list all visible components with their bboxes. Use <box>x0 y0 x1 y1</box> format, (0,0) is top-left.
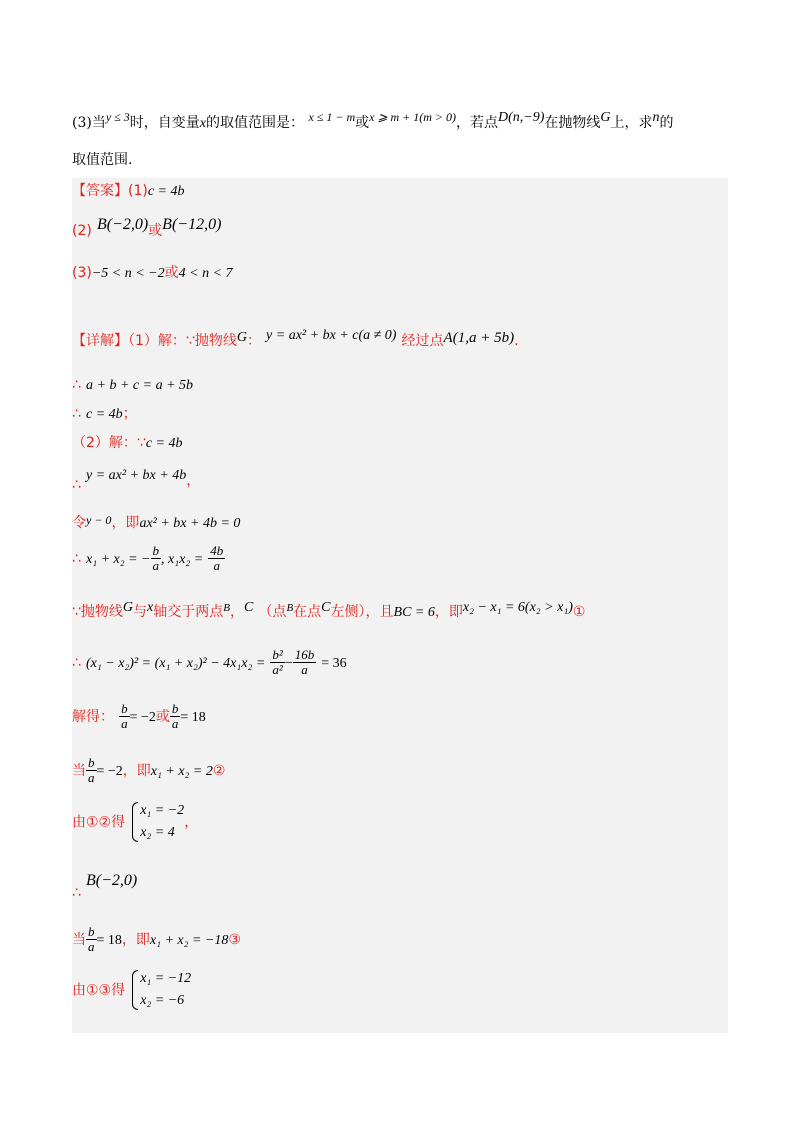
detail-text: ，即 <box>121 932 150 948</box>
numerator: b <box>152 543 160 558</box>
range-math-1: x ≤ 1 − m <box>308 110 356 124</box>
numerator: b² <box>272 647 283 662</box>
detail-line-6 <box>72 512 240 532</box>
answer-index: (1) <box>128 183 148 199</box>
numerator: 4b <box>210 543 224 558</box>
denominator: a <box>121 716 128 731</box>
equation: = −2 <box>96 764 123 779</box>
question-text: 取值范围. <box>72 152 133 168</box>
detail-line-9 <box>72 648 347 677</box>
condition-math: y ≤ 3 <box>105 110 130 124</box>
point-d: D(n,−9) <box>498 110 545 125</box>
answer-line-2 <box>72 214 221 240</box>
denominator: a <box>88 770 95 785</box>
question-text: 的取值范围是： <box>205 115 304 131</box>
equation: BC = 6 <box>393 605 435 620</box>
detail-label: 【详解】（1）解：∵抛物线 <box>72 333 237 349</box>
or-text: 或 <box>355 115 370 131</box>
denominator: a <box>213 558 220 573</box>
fraction <box>86 756 97 785</box>
equation-system <box>130 968 191 1012</box>
answer-index: (3) <box>72 265 92 281</box>
equation: = 18 <box>180 710 206 725</box>
fraction <box>86 925 97 954</box>
point-c: C <box>321 600 331 615</box>
fraction <box>208 544 225 573</box>
equation-system <box>130 800 184 844</box>
dot: . <box>514 333 519 349</box>
answer-math: B(−12,0) <box>162 216 222 233</box>
detail-text: 解得： <box>72 709 114 725</box>
equation: = 18 <box>96 933 122 948</box>
equation: y = ax² + bx + 4b <box>86 468 187 483</box>
detail-text: ，即 <box>122 763 151 779</box>
detail-label: （2）解：∵ <box>72 435 146 451</box>
point-b: B <box>286 602 294 614</box>
equation: a + b + c = a + 5b <box>86 378 194 393</box>
system-row: x₂ = −6 <box>140 993 185 1008</box>
question-text: 时，自变量 <box>129 115 200 131</box>
numerator: b <box>121 701 128 716</box>
detail-line-4 <box>72 432 183 452</box>
denominator: a <box>301 662 308 677</box>
answer-line-3 <box>72 262 233 282</box>
detail-line-5 <box>72 464 200 493</box>
detail-text: 当 <box>72 763 86 779</box>
detail-line-8 <box>72 600 585 621</box>
var-x: x <box>199 116 206 131</box>
therefore-sign: ∴ <box>72 406 81 422</box>
equation: c = 4b <box>86 407 123 422</box>
minus-sign: − <box>284 656 293 671</box>
var-x: x <box>147 600 154 615</box>
detail-line-14 <box>72 925 241 954</box>
detail-line-1 <box>72 328 519 350</box>
system-row: x₁ = −12 <box>140 971 192 986</box>
var-n: n <box>652 110 660 125</box>
comma: ， <box>186 473 201 489</box>
equation: x₁ + x₂ = −18 <box>149 933 229 948</box>
numerator: 16b <box>294 647 315 662</box>
answer-math: −5 < n < −2 <box>91 266 165 281</box>
therefore-sign: ∴ <box>72 377 81 393</box>
therefore-sign: ∴ <box>72 885 81 901</box>
numerator: b <box>88 755 95 770</box>
fraction <box>270 648 284 677</box>
detail-line-15 <box>72 968 191 1012</box>
system-row: x₁ = −2 <box>140 803 185 818</box>
question-text: 在抛物线 <box>544 115 601 131</box>
equation: ax² + bx + 4b = 0 <box>139 516 241 531</box>
denominator: a² <box>272 662 283 677</box>
question-text: 上，求 <box>610 115 653 131</box>
detail-line-10 <box>72 702 206 731</box>
equation: y − 0 <box>86 513 112 527</box>
detail-text: 左侧），且 <box>330 604 394 620</box>
parabola-eq: y = ax² + bx + c(a ≠ 0) <box>266 328 397 343</box>
numerator: b <box>88 924 95 939</box>
detail-text: 由①②得 <box>72 814 126 831</box>
equation: c = 4b <box>145 436 183 451</box>
point-b: B <box>223 602 230 614</box>
curve-g: G <box>600 110 611 125</box>
question-prefix: (3)当 <box>72 115 106 131</box>
detail-line-11 <box>72 756 225 785</box>
therefore-sign: ∴ <box>72 655 81 671</box>
comma: ， <box>230 604 244 620</box>
numerator: b <box>171 701 179 716</box>
fraction <box>293 648 317 677</box>
fraction <box>151 544 162 573</box>
answer-label: 【答案】 <box>72 183 128 199</box>
answer-math: c = 4b <box>147 184 185 199</box>
detail-line-7 <box>72 544 225 573</box>
denominator: a <box>171 716 179 731</box>
detail-text: 轴交于两点 <box>153 604 224 620</box>
equation: x₁ + x₂ = 2 <box>150 764 213 779</box>
detail-line-12 <box>72 800 198 844</box>
detail-text: 抛物线 <box>80 604 123 620</box>
curve-g: G <box>236 330 247 345</box>
detail-text: 在点 <box>293 604 322 620</box>
or-text: 或 <box>155 709 170 725</box>
therefore-sign: ∴ <box>72 551 81 567</box>
answer-line-1 <box>72 180 185 200</box>
equation: x₁ + x₂ = − <box>86 552 151 567</box>
answer-index: (2) <box>72 223 92 239</box>
point-c: C <box>244 600 254 615</box>
fraction <box>170 702 181 731</box>
answer-math: B(−2,0) <box>96 216 149 233</box>
equation: x₂ − x₁ = 6(x₂ > x₁) <box>462 600 573 615</box>
detail-text: 当 <box>72 932 86 948</box>
equation: B(−2,0) <box>86 872 138 889</box>
equation: = −2 <box>129 710 156 725</box>
detail-line-2 <box>72 374 193 394</box>
question-line-1 <box>72 107 674 134</box>
equation: , x₁x₂ = <box>161 552 204 567</box>
detail-text: 由①③得 <box>72 982 126 999</box>
detail-line-3 <box>72 403 137 423</box>
detail-line-13 <box>72 870 137 901</box>
therefore-sign: ∴ <box>72 477 81 493</box>
circle-three: ③ <box>228 932 241 948</box>
system-row: x₂ = 4 <box>140 825 175 840</box>
or-text: 或 <box>164 265 179 281</box>
range-math-2: x ⩾ m + 1(m > 0) <box>369 110 457 124</box>
denominator: a <box>88 939 95 954</box>
detail-text: ，即 <box>111 515 140 531</box>
equation: = 36 <box>321 656 347 671</box>
or-text: 或 <box>148 223 163 239</box>
equation: (x₁ − x₂)² = (x₁ + x₂)² − 4x₁x₂ = <box>86 656 266 671</box>
circle-two: ② <box>212 763 226 779</box>
detail-text: ，即 <box>434 604 463 620</box>
detail-text: （点 <box>258 604 287 620</box>
because-sign: ∵ <box>72 604 81 620</box>
colon: ： <box>246 333 261 349</box>
denominator: a <box>152 558 160 573</box>
answer-math: 4 < n < 7 <box>178 266 233 281</box>
question-line-2 <box>72 150 132 170</box>
circle-one: ① <box>572 604 586 620</box>
question-text: ，若点 <box>456 115 499 131</box>
comma: ， <box>184 814 199 831</box>
semicolon: ； <box>122 406 137 422</box>
detail-text: 经过点 <box>401 333 444 349</box>
curve-g: G <box>122 600 134 615</box>
point-a: A(1,a + 5b) <box>443 330 515 346</box>
detail-text: 与 <box>133 604 148 620</box>
detail-text: 令 <box>72 515 86 531</box>
fraction <box>119 702 130 731</box>
question-text: 的 <box>659 115 674 131</box>
